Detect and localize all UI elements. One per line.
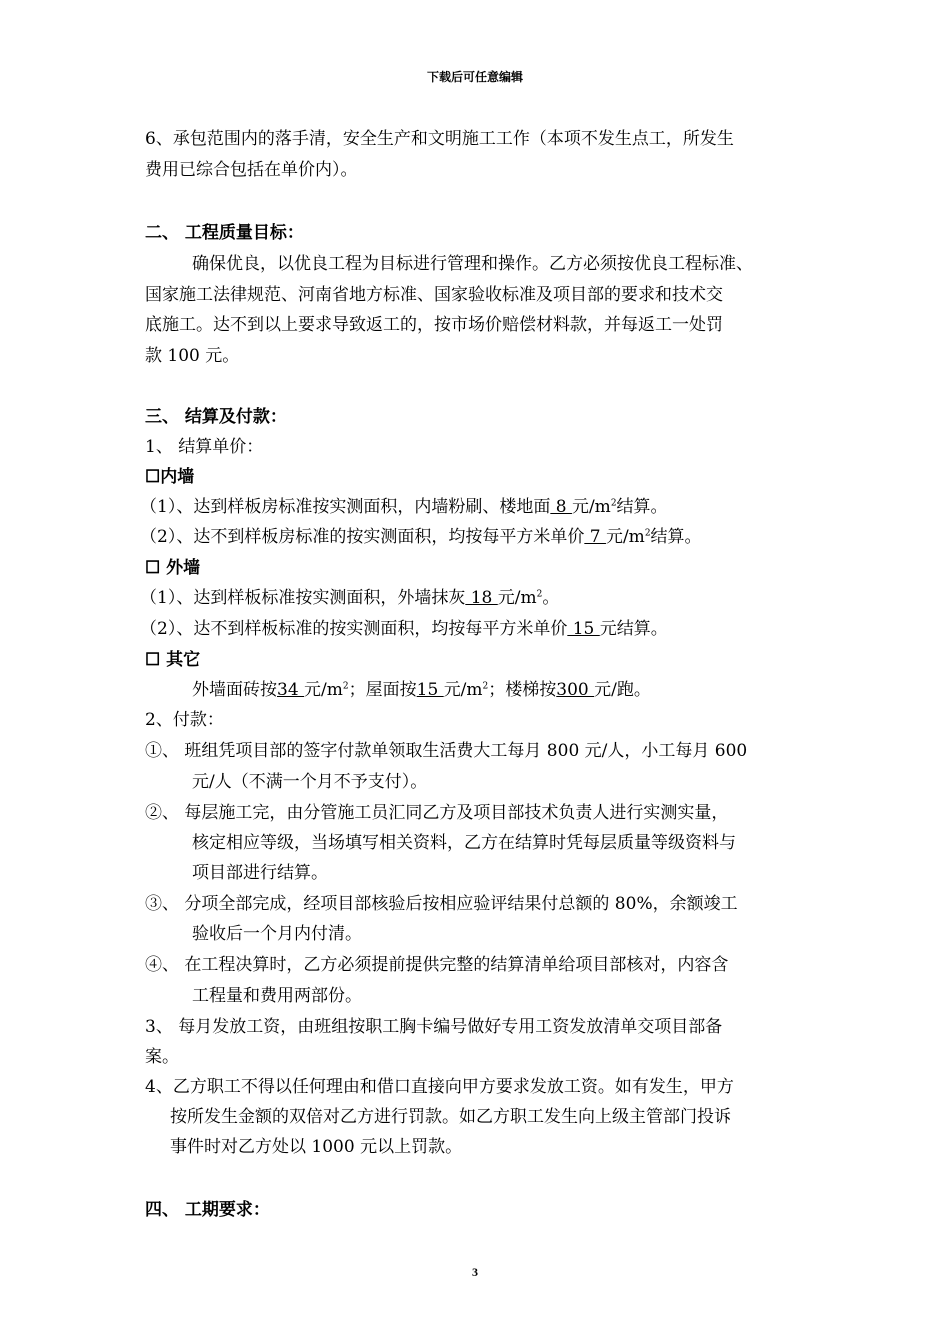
text-line: 6、承包范围内的落手清，安全生产和文明施工工作（本项不发生点工，所发生 [145,129,734,149]
text-line: 事件时对乙方处以 1000 元以上罚款。 [170,1137,463,1157]
section-heading-quality: 二、 工程质量目标： [145,223,304,243]
price-value: 34 [277,680,305,700]
text-line: 核定相应等级，当场填写相关资料，乙方在结算时凭每层质量等级资料与 [192,833,736,853]
price-value: 300 [556,680,595,700]
text-line: 工程量和费用两部份。 [192,986,362,1006]
list-item-1: ①、 班组凭项目部的签字付款单领取生活费大工每月 800 元/人，小工每月 600 [145,741,748,761]
page-number: 3 [472,1265,478,1279]
checkbox-other: ☐ 其它 [145,650,201,670]
price-value: 18 [465,588,498,608]
price-value: 7 [584,527,606,547]
text-line: 3、 每月发放工资，由班组按职工胸卡编号做好专用工资发放清单交项目部备 [145,1017,723,1037]
text-line: 确保优良，以优良工程为目标进行管理和操作。乙方必须按优良工程标准、 [192,254,753,274]
list-item-4: ④、 在工程决算时，乙方必须提前提供完整的结算清单给项目部核对，内容含 [145,955,729,975]
text-line: 外墙面砖按34 元$/m^2$；屋面按15 元$/m^2$；楼梯按300 元/跑。 [192,680,651,700]
checkbox-outer-wall: ☐ 外墙 [145,558,201,578]
checkbox-inner-wall: ☐内墙 [145,467,195,487]
price-value: 8 [550,497,572,517]
text-line: 国家施工法律规范、河南省地方标准、国家验收标准及项目部的要求和技术交 [145,285,723,305]
text-line: 按所发生金额的双倍对乙方进行罚款。如乙方职工发生向上级主管部门投诉 [170,1107,731,1127]
section-heading-settlement: 三、 结算及付款： [145,407,287,427]
text-line: 元/人（不满一个月不予支付）。 [192,772,428,792]
section-heading-schedule: 四、 工期要求： [145,1200,270,1220]
price-value: 15 [416,680,444,700]
page-header: 下载后可任意编辑 [426,70,523,84]
list-item-3: ③、 分项全部完成，经项目部核验后按相应验评结果付总额的 80%，余额竣工 [145,894,738,914]
text-line: （1）、达到样板房标准按实测面积，内墙粉刷、楼地面 8 元$/m^2$结算。 [140,497,668,517]
text-line: 4、乙方职工不得以任何理由和借口直接向甲方要求发放工资。如有发生，甲方 [145,1077,734,1097]
text-line: 款 100 元。 [145,346,240,366]
text-line: 验收后一个月内付清。 [192,924,362,944]
text-line: 费用已综合包括在单价内）。 [145,160,358,180]
text-line: 2、付款： [145,710,224,730]
text-line: 案。 [145,1047,179,1067]
list-item-2: ②、 每层施工完，由分管施工员汇同乙方及项目部技术负责人进行实测实量， [145,803,729,823]
text-line: 1、 结算单价： [145,437,264,457]
text-line: （2）、达不到样板房标准的按实测面积，均按每平方米单价 7 元$/m^2$结算。 [140,527,702,547]
text-line: （2）、达不到样板标准的按实测面积，均按每平方米单价 15 元结算。 [140,619,668,639]
text-line: 项目部进行结算。 [192,863,328,883]
price-value: 15 [567,619,600,639]
text-line: （1）、达到样板标准按实测面积，外墙抹灰 18 元$/m^2$。 [140,588,560,608]
text-line: 底施工。达不到以上要求导致返工的，按市场价赔偿材料款，并每返工一处罚 [145,315,723,335]
